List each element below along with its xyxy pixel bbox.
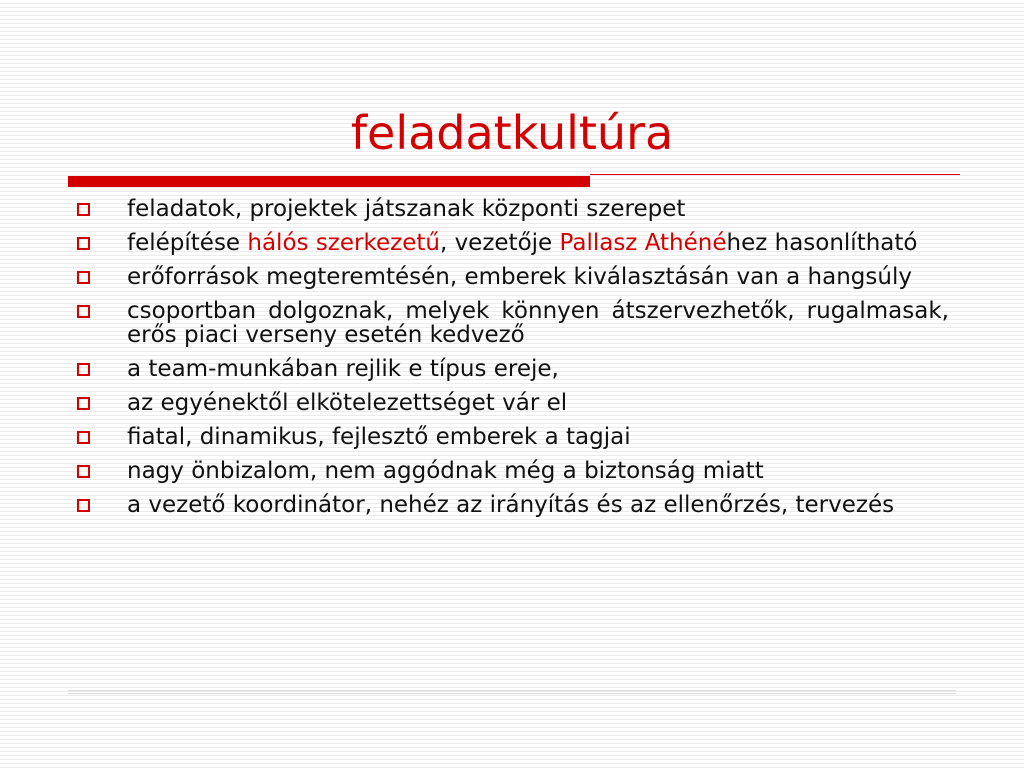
slide-title: feladatkultúra bbox=[350, 106, 674, 160]
bullet-text-part: hez hasonlítható bbox=[726, 230, 918, 256]
hollow-square-icon bbox=[77, 237, 90, 250]
hollow-square-icon bbox=[77, 499, 90, 512]
bullet-text: a vezető koordinátor, nehéz az irányítás és az ellenőrzés, tervezés bbox=[127, 492, 895, 518]
hollow-square-icon bbox=[77, 397, 90, 410]
list-item bbox=[72, 459, 949, 483]
bullet-text: csoportban dolgoznak, melyek könnyen átszervezhetők, rugalmasak, erős piaci verseny esetén kedvező bbox=[127, 298, 949, 348]
footer-divider bbox=[68, 690, 956, 694]
bullet-text: fiatal, dinamikus, fejlesztő emberek a tagjai bbox=[127, 424, 631, 450]
title-underline-thin bbox=[590, 174, 960, 175]
list-item bbox=[72, 357, 949, 381]
title-underline-thick bbox=[68, 176, 590, 187]
bullet-text: erőforrások megteremtésén, emberek kiválasztásán van a hangsúly bbox=[127, 264, 912, 290]
highlight-text: Pallasz Athéné bbox=[559, 230, 727, 256]
hollow-square-icon bbox=[77, 431, 90, 444]
list-item bbox=[72, 299, 949, 347]
bullet-text: feladatok, projektek játszanak központi szerepet bbox=[127, 196, 686, 222]
bullet-text: az egyénektől elkötelezettséget vár el bbox=[127, 390, 568, 416]
bullet-text-part: felépítése bbox=[127, 230, 248, 256]
bullet-list bbox=[72, 197, 949, 527]
hollow-square-icon bbox=[77, 305, 90, 318]
highlight-text: hálós szerkezetű bbox=[247, 230, 440, 256]
hollow-square-icon bbox=[77, 203, 90, 216]
bullet-text-part: , vezetője bbox=[439, 230, 560, 256]
hollow-square-icon bbox=[77, 271, 90, 284]
bullet-text: a team-munkában rejlik e típus ereje, bbox=[127, 356, 559, 382]
list-item bbox=[72, 493, 949, 517]
bullet-text: nagy önbizalom, nem aggódnak még a biztonság miatt bbox=[127, 458, 764, 484]
list-item bbox=[72, 231, 949, 255]
list-item bbox=[72, 265, 949, 289]
list-item bbox=[72, 197, 949, 221]
list-item bbox=[72, 391, 949, 415]
list-item bbox=[72, 425, 949, 449]
hollow-square-icon bbox=[77, 465, 90, 478]
hollow-square-icon bbox=[77, 363, 90, 376]
